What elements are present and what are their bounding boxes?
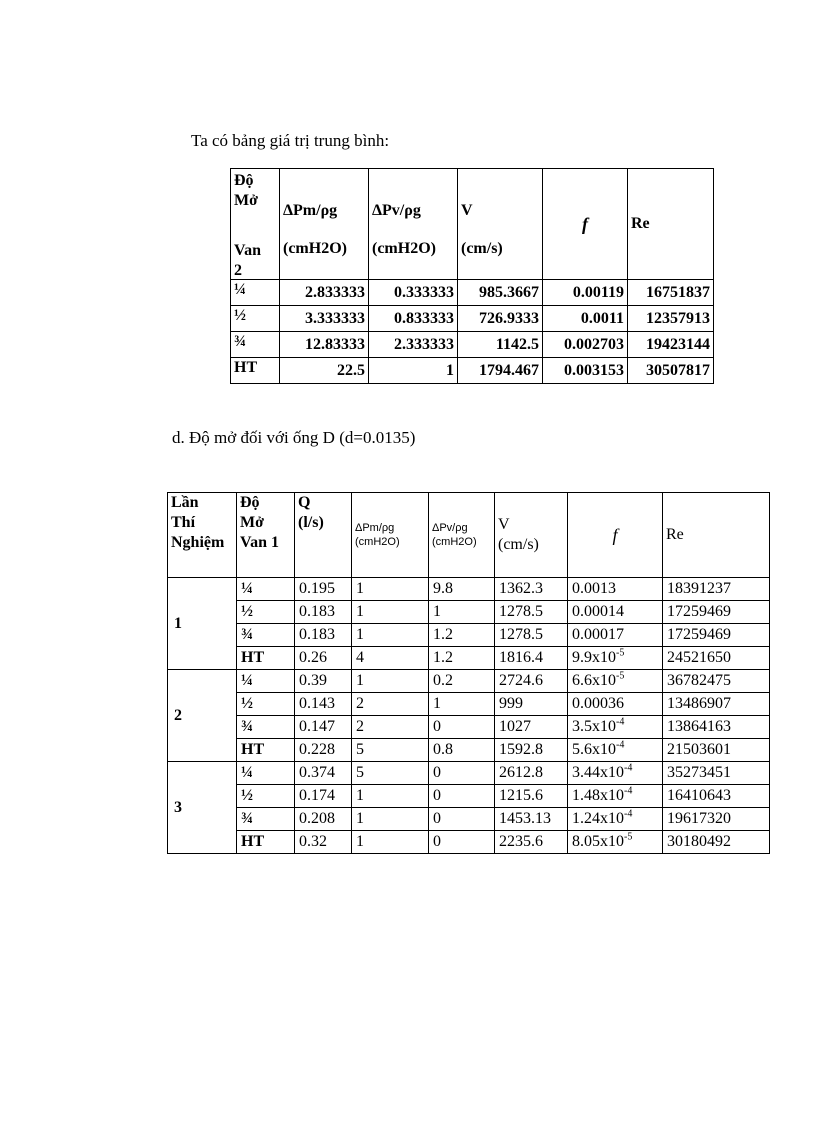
velocity-cell: 1215.6 (495, 785, 568, 808)
friction-cell (568, 578, 663, 601)
dpv-cell: 1 (369, 358, 458, 384)
q-cell: 0.26 (295, 647, 352, 670)
dpm-cell: 1 (352, 831, 429, 854)
table-row (168, 693, 770, 716)
dpm-cell: 2.833333 (280, 280, 369, 306)
friction-base: 0.00036 (572, 695, 624, 712)
friction-base: 6.6x10 (572, 672, 616, 689)
q-cell: 0.374 (295, 762, 352, 785)
table1-header-opening: Độ Mở Van 2 (231, 169, 280, 280)
friction-base: 5.6x10 (572, 741, 616, 758)
opening-cell: HT (237, 739, 295, 762)
re-cell: 30507817 (628, 358, 714, 384)
velocity-cell: 1278.5 (495, 624, 568, 647)
dpm-cell: 3.333333 (280, 306, 369, 332)
re-cell: 24521650 (663, 647, 770, 670)
friction-cell (568, 831, 663, 854)
opening-cell: HT (237, 647, 295, 670)
friction-cell (568, 762, 663, 785)
table-row (168, 762, 770, 785)
friction-cell: 0.002703 (543, 332, 628, 358)
velocity-cell: 1816.4 (495, 647, 568, 670)
q-cell: 0.143 (295, 693, 352, 716)
table-row (231, 332, 714, 358)
dpm-cell: 1 (352, 785, 429, 808)
friction-exponent: -4 (616, 739, 625, 751)
dpv-cell: 1 (429, 693, 495, 716)
opening-cell: ¾ (237, 716, 295, 739)
opening-cell: ¼ (231, 280, 280, 306)
velocity-cell: 1027 (495, 716, 568, 739)
table2-header-row (168, 493, 770, 578)
friction-cell (568, 601, 663, 624)
q-cell: 0.195 (295, 578, 352, 601)
friction-cell (568, 647, 663, 670)
q-cell: 0.183 (295, 601, 352, 624)
opening-cell: ¼ (237, 670, 295, 693)
friction-cell (568, 808, 663, 831)
dpv-cell: 0 (429, 831, 495, 854)
velocity-cell: 999 (495, 693, 568, 716)
dpv-cell: 0 (429, 762, 495, 785)
re-cell: 12357913 (628, 306, 714, 332)
friction-base: 1.48x10 (572, 787, 624, 804)
friction-exponent: -5 (616, 670, 625, 682)
friction-base: 9.9x10 (572, 649, 616, 666)
q-cell: 0.174 (295, 785, 352, 808)
opening-cell: ½ (237, 785, 295, 808)
opening-cell: ¾ (237, 624, 295, 647)
dpm-cell: 2 (352, 716, 429, 739)
opening-cell: ¾ (237, 808, 295, 831)
re-cell: 36782475 (663, 670, 770, 693)
re-cell: 16751837 (628, 280, 714, 306)
table2-header-dpm: ΔPm/ρg (cmH2O) (352, 493, 429, 578)
friction-base: 3.5x10 (572, 718, 616, 735)
friction-exponent: -4 (624, 762, 633, 774)
intro-text: Ta có bảng giá trị trung bình: (191, 131, 390, 150)
table2-header-q: Q (l/s) (295, 493, 352, 578)
q-cell: 0.183 (295, 624, 352, 647)
velocity-cell: 1142.5 (458, 332, 543, 358)
re-cell: 16410643 (663, 785, 770, 808)
dpv-cell: 0.333333 (369, 280, 458, 306)
dpm-cell: 1 (352, 670, 429, 693)
friction-base: 1.24x10 (572, 810, 624, 827)
table1-header-friction: f (543, 169, 628, 280)
dpv-cell: 0.833333 (369, 306, 458, 332)
table1-header-dpv: ΔPv/ρg (cmH2O) (369, 169, 458, 280)
friction-cell: 0.003153 (543, 358, 628, 384)
trial-number-cell: 2 (168, 670, 237, 762)
dpv-cell: 9.8 (429, 578, 495, 601)
dpm-cell: 1 (352, 808, 429, 831)
velocity-cell: 2724.6 (495, 670, 568, 693)
velocity-cell: 1453.13 (495, 808, 568, 831)
friction-cell (568, 716, 663, 739)
table-row (231, 280, 714, 306)
table-row (168, 785, 770, 808)
table2-header-dpv: ΔPv/ρg (cmH2O) (429, 493, 495, 578)
velocity-cell: 2235.6 (495, 831, 568, 854)
friction-cell (568, 670, 663, 693)
velocity-cell: 1794.467 (458, 358, 543, 384)
re-cell: 13864163 (663, 716, 770, 739)
opening-cell: ½ (237, 601, 295, 624)
friction-base: 8.05x10 (572, 833, 624, 850)
dpv-cell: 1.2 (429, 624, 495, 647)
table2-header-opening: Độ Mở Van 1 (237, 493, 295, 578)
q-cell: 0.208 (295, 808, 352, 831)
dpv-cell: 2.333333 (369, 332, 458, 358)
friction-cell: 0.0011 (543, 306, 628, 332)
re-cell: 13486907 (663, 693, 770, 716)
re-cell: 30180492 (663, 831, 770, 854)
table1-header-velocity: V (cm/s) (458, 169, 543, 280)
velocity-cell: 2612.8 (495, 762, 568, 785)
table-row (168, 578, 770, 601)
opening-cell: ¼ (237, 578, 295, 601)
re-cell: 19423144 (628, 332, 714, 358)
table-row (168, 601, 770, 624)
table1-header-row (231, 169, 714, 280)
velocity-cell: 1278.5 (495, 601, 568, 624)
re-cell: 35273451 (663, 762, 770, 785)
friction-base: 3.44x10 (572, 764, 624, 781)
dpm-cell: 12.83333 (280, 332, 369, 358)
velocity-cell: 1592.8 (495, 739, 568, 762)
dpv-cell: 0.2 (429, 670, 495, 693)
table1-header-dpm: ΔPm/ρg (cmH2O) (280, 169, 369, 280)
table-row (168, 647, 770, 670)
q-cell: 0.147 (295, 716, 352, 739)
q-cell: 0.32 (295, 831, 352, 854)
re-cell: 19617320 (663, 808, 770, 831)
re-cell: 17259469 (663, 601, 770, 624)
table-row (168, 831, 770, 854)
dpv-cell: 1 (429, 601, 495, 624)
opening-cell: HT (231, 358, 280, 384)
dpm-cell: 4 (352, 647, 429, 670)
section-heading: d. Độ mở đối với ống D (d=0.0135) (172, 428, 416, 447)
trial-number-cell: 3 (168, 762, 237, 854)
friction-exponent: -5 (616, 647, 625, 659)
dpm-cell: 5 (352, 739, 429, 762)
q-cell: 0.228 (295, 739, 352, 762)
friction-base: 0.00017 (572, 626, 624, 643)
dpm-cell: 5 (352, 762, 429, 785)
average-values-table (230, 168, 714, 384)
pipe-d-table (167, 492, 770, 854)
table-row (168, 624, 770, 647)
dpv-cell: 0 (429, 785, 495, 808)
table-row (168, 808, 770, 831)
opening-cell: ¾ (231, 332, 280, 358)
table2-header-velocity: V (cm/s) (495, 493, 568, 578)
friction-cell (568, 624, 663, 647)
opening-cell: ½ (237, 693, 295, 716)
friction-base: 0.0013 (572, 580, 616, 597)
table-row (168, 739, 770, 762)
friction-exponent: -4 (624, 808, 633, 820)
q-cell: 0.39 (295, 670, 352, 693)
dpm-cell: 1 (352, 601, 429, 624)
friction-cell: 0.00119 (543, 280, 628, 306)
table2-header-trial: Lần Thí Nghiệm (168, 493, 237, 578)
table-row (231, 358, 714, 384)
dpv-cell: 0 (429, 808, 495, 831)
dpv-cell: 1.2 (429, 647, 495, 670)
friction-cell (568, 693, 663, 716)
dpv-cell: 0.8 (429, 739, 495, 762)
re-cell: 21503601 (663, 739, 770, 762)
dpv-cell: 0 (429, 716, 495, 739)
table-row (231, 306, 714, 332)
friction-cell (568, 785, 663, 808)
friction-exponent: -4 (616, 716, 625, 728)
trial-number-cell: 1 (168, 578, 237, 670)
re-cell: 17259469 (663, 624, 770, 647)
dpm-cell: 1 (352, 578, 429, 601)
dpm-cell: 1 (352, 624, 429, 647)
velocity-cell: 1362.3 (495, 578, 568, 601)
dpm-cell: 2 (352, 693, 429, 716)
opening-cell: ¼ (237, 762, 295, 785)
friction-base: 0.00014 (572, 603, 624, 620)
friction-exponent: -4 (624, 785, 633, 797)
opening-cell: HT (237, 831, 295, 854)
dpm-cell: 22.5 (280, 358, 369, 384)
re-cell: 18391237 (663, 578, 770, 601)
friction-cell (568, 739, 663, 762)
table-row (168, 670, 770, 693)
table-row (168, 716, 770, 739)
opening-cell: ½ (231, 306, 280, 332)
table2-header-friction: f (568, 493, 663, 578)
velocity-cell: 726.9333 (458, 306, 543, 332)
velocity-cell: 985.3667 (458, 280, 543, 306)
friction-exponent: -5 (624, 831, 633, 843)
table2-header-re: Re (663, 493, 770, 578)
table1-header-re: Re (628, 169, 714, 280)
